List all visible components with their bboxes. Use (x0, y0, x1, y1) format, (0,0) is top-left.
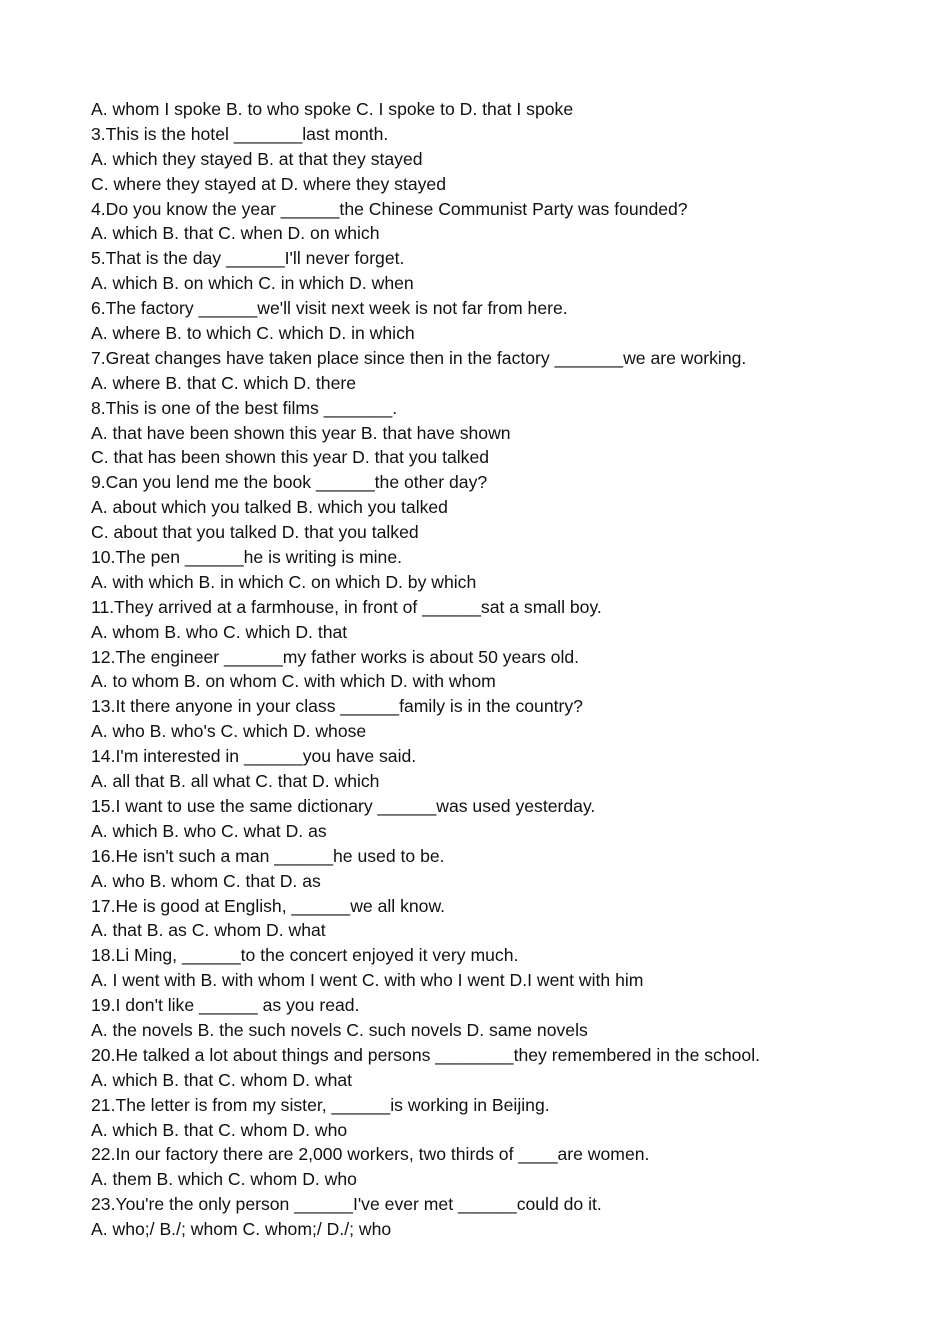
text-line: A. whom B. who C. which D. that (91, 621, 348, 642)
text-line: A. about which you talked B. which you talked (91, 497, 448, 518)
text-line: C. where they stayed at D. where they stayed (91, 173, 446, 194)
text-line: A. I went with B. with whom I went C. with who I went D.I went with him (91, 970, 644, 991)
text-line: A. which B. on which C. in which D. when (91, 273, 414, 294)
text-line: A. that B. as C. whom D. what (91, 920, 326, 941)
question-15: 15.I want to use the same dictionary ______was used yesterday. (91, 795, 596, 816)
text-line: A. who B. who's C. which D. whose (91, 721, 367, 742)
question-14: 14.I'm interested in ______you have said. (91, 746, 417, 767)
question-10: 10.The pen ______he is writing is mine. (91, 547, 403, 568)
question-13: 13.It there anyone in your class ______family is in the country? (91, 696, 583, 717)
text-line: A. to whom B. on whom C. with which D. with whom (91, 671, 496, 692)
question-21: 21.The letter is from my sister, ______is working in Beijing. (91, 1094, 550, 1115)
text-line: A. all that B. all what C. that D. which (91, 771, 380, 792)
question-3: 3.This is the hotel _______last month. (91, 123, 389, 144)
text-line: A. that have been shown this year B. that have shown (91, 422, 511, 443)
text-line: A. which they stayed B. at that they stayed (91, 148, 423, 169)
text-line: A. which B. that C. whom D. who (91, 1119, 348, 1140)
text-line: A. whom I spoke B. to who spoke C. I spoke to D. that I spoke (91, 99, 574, 119)
question-7: 7.Great changes have taken place since then in the factory _______we are working. (91, 347, 747, 368)
text-line: A. who B. whom C. that D. as (91, 870, 321, 891)
document-text (91, 97, 931, 1242)
text-line: A. which B. that C. whom D. what (91, 1069, 353, 1090)
text-line: A. the novels B. the such novels C. such novels D. same novels (91, 1019, 588, 1040)
text-line: C. that has been shown this year D. that you talked (91, 447, 490, 468)
text-line: A. where B. to which C. which D. in which (91, 323, 415, 344)
question-20: 20.He talked a lot about things and persons ________they remembered in the school. (91, 1044, 761, 1065)
question-18: 18.Li Ming, ______to the concert enjoyed it very much. (91, 945, 519, 966)
text-line: A. which B. that C. when D. on which (91, 223, 380, 244)
text-line: A. where B. that C. which D. there (91, 372, 356, 393)
question-23: 23.You're the only person ______I've ever met ______could do it. (91, 1194, 602, 1215)
question-22: 22.In our factory there are 2,000 workers, two thirds of ____are women. (91, 1144, 650, 1165)
text-line: A. which B. who C. what D. as (91, 820, 327, 841)
question-11: 11.They arrived at a farmhouse, in front of ______sat a small boy. (91, 596, 602, 617)
question-6: 6.The factory ______we'll visit next week is not far from here. (91, 298, 568, 319)
question-8: 8.This is one of the best films _______. (91, 397, 398, 418)
text-line: C. about that you talked D. that you talked (91, 522, 419, 543)
question-16: 16.He isn't such a man ______he used to be. (91, 845, 445, 866)
question-19: 19.I don't like ______ as you read. (91, 995, 360, 1016)
text-line: A. who;/ B./; whom C. whom;/ D./; who (91, 1219, 392, 1240)
question-5: 5.That is the day ______I'll never forget. (91, 248, 405, 269)
question-17: 17.He is good at English, ______we all know. (91, 895, 446, 916)
text-line: A. them B. which C. whom D. who (91, 1169, 357, 1190)
question-4: 4.Do you know the year ______the Chinese Communist Party was founded? (91, 198, 688, 219)
question-12: 12.The engineer ______my father works is about 50 years old. (91, 646, 580, 667)
text-line: A. with which B. in which C. on which D. by which (91, 571, 477, 592)
question-9: 9.Can you lend me the book ______the other day? (91, 472, 488, 493)
